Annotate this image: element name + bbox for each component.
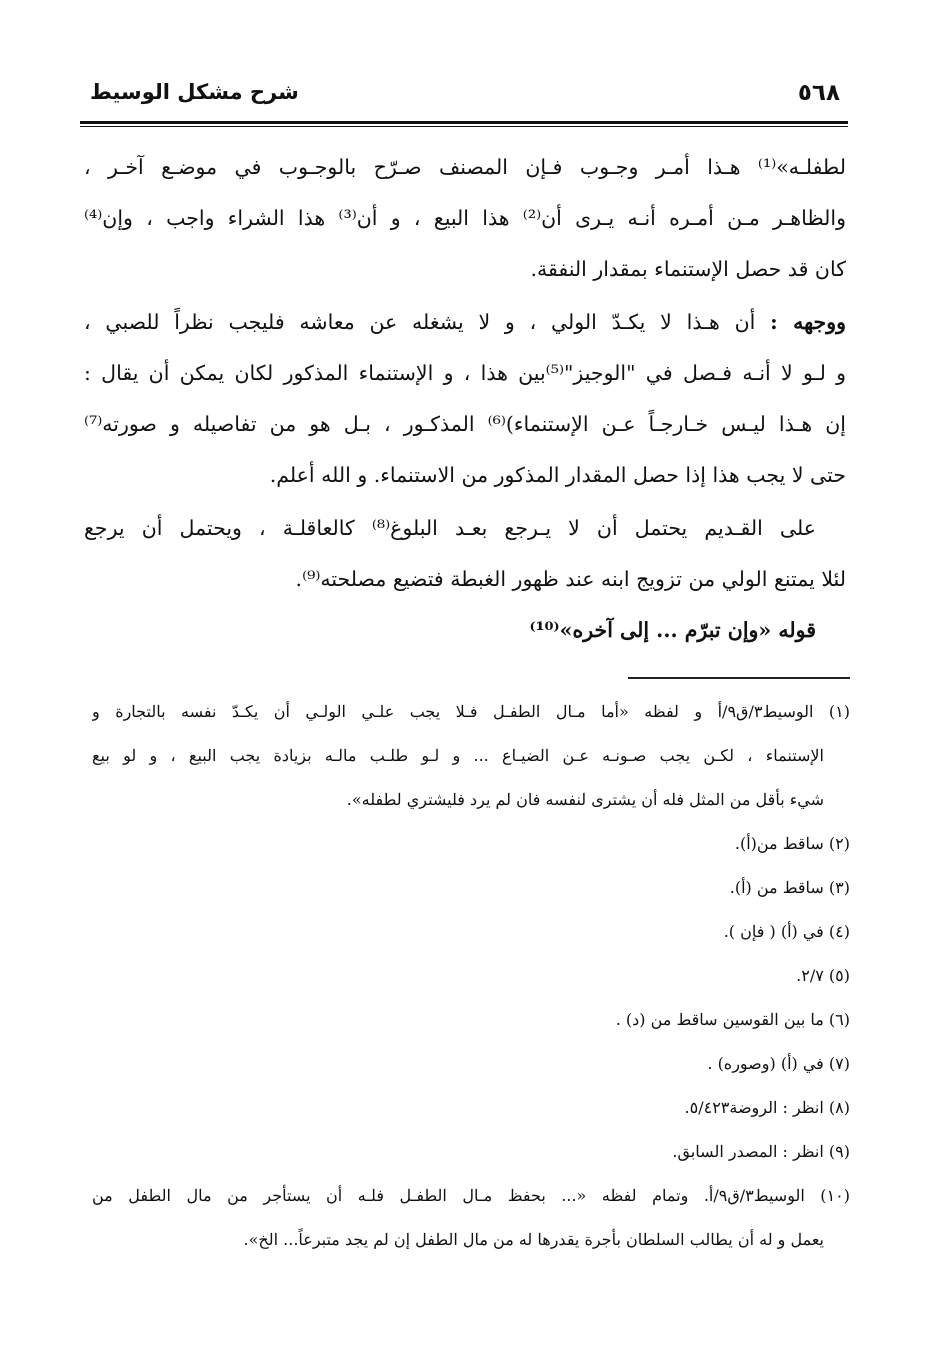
footnote-line: (٤) في (أ) ( فإن ). xyxy=(723,922,850,941)
body-line: لطفلـه»⁽¹⁾ هـذا أمـر وجـوب فـإن المصنف صـرّح بالوجـوب في موضـع آخـر ، xyxy=(84,155,846,179)
main-text xyxy=(84,142,846,656)
footnote-separator xyxy=(628,677,850,679)
body-line: حتى لا يجب هذا إذا حصل المقدار المذكور من الاستنماء. و الله أعلم. xyxy=(269,463,846,487)
footnote-line: (٢) ساقط من(أ). xyxy=(734,834,850,853)
header-rule-thick xyxy=(80,121,848,124)
header-rule-thin xyxy=(80,126,848,127)
footnote-line: (٧) في (أ) (وصوره) . xyxy=(707,1054,850,1073)
footnote-line: الإستنماء ، لكـن يجب صـونـه عـن الضيـاع ... و لـو طلـب مالـه بزيادة يجب البيع ، و لو بيع xyxy=(92,746,824,765)
footnote-line: (١٠) الوسيط٣/ق٩/أ. وتمام لفظه «... بحفظ مـال الطفـل فلـه أن يستأجر من مال الطفل من xyxy=(92,1186,850,1205)
body-line: والظاهـر مـن أمـره أنـه يـرى أن⁽²⁾ هذا البيع ، و أن⁽³⁾ هذا الشراء واجب ، وإن⁽⁴⁾ xyxy=(84,206,846,230)
footnote-line: (٣) ساقط من (أ). xyxy=(729,878,850,897)
footnote-line: (١) الوسيط٣/ق٩/أ و لفظه «أما مـال الطفـل فـلا يجب علـي الولـي أن يكـدّ نفسه بالتجارة و xyxy=(92,702,850,721)
body-line: لئلا يمتنع الولي من تزويج ابنه عند ظهور الغبطة فتضيع مصلحته⁽⁹⁾. xyxy=(295,567,846,591)
body-line: إن هـذا ليـس خـارجـاً عـن الإستنماء)⁽⁶⁾ المذكـور ، بـل هو من تفاصيله و صورته⁽⁷⁾ xyxy=(84,412,846,436)
footnote-line: (٥) ٢/٧. xyxy=(796,966,850,985)
footnotes xyxy=(92,690,850,1262)
body-line: و لـو لا أنـه فـصل في "الوجيز"⁽⁵⁾بين هذا ، و الإستنماء المذكور لكان يمكن أن يقال : xyxy=(84,361,846,385)
footnote-line: (٦) ما بين القوسين ساقط من (د) . xyxy=(615,1010,850,1029)
body-line: ووجهه : أن هـذا لا يكـدّ الولي ، و لا يشغله عن معاشه فليجب نظراً للصبي ، xyxy=(84,310,846,334)
lead-word: ووجهه : xyxy=(770,310,846,334)
page-number: ٥٦٨ xyxy=(797,80,840,106)
footnote-line: (٩) انظر : المصدر السابق. xyxy=(672,1142,850,1161)
body-line-quote: قوله «وإن تبرّم ... إلى آخره»⁽¹⁰⁾ xyxy=(529,618,816,642)
footnote-line: (٨) انظر : الروضة٥/٤٢٣. xyxy=(684,1098,850,1117)
body-line: كان قد حصل الإستنماء بمقدار النفقة. xyxy=(530,257,846,281)
running-title: شرح مشكل الوسيط xyxy=(90,80,299,104)
footnote-line: شيء بأقل من المثل فله أن يشترى لنفسه فان لم يرد فليشتري لطفله». xyxy=(346,790,824,809)
page-header xyxy=(80,80,848,120)
body-line: على القـديم يحتمل أن لا يـرجع بعـد البلوغ⁽⁸⁾ كالعاقلـة ، ويحتمل أن يرجع xyxy=(84,516,816,540)
footnote-line: يعمل و له أن يطالب السلطان بأجرة يقدرها له من مال الطفل إن لم يجد متبرعاً... الخ». xyxy=(243,1230,824,1249)
